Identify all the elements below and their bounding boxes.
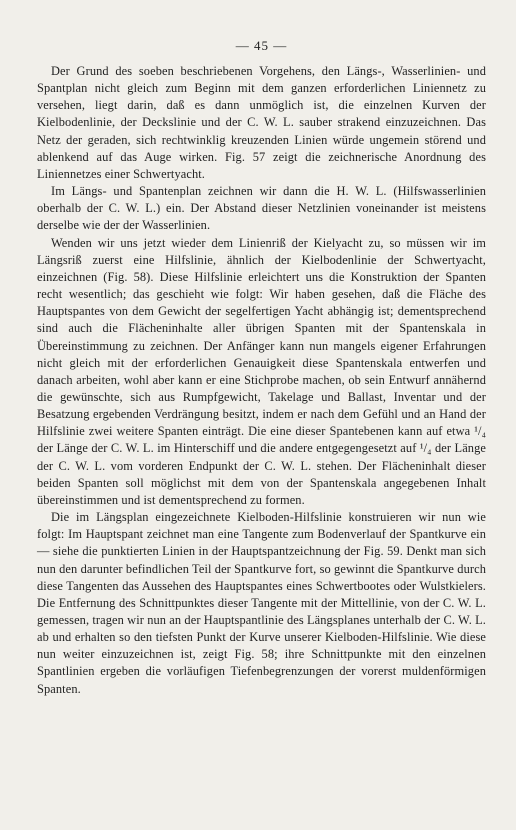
paragraph-2: Im Längs- und Spantenplan zeichnen wir dann die H. W. L. (Hilfswasserlinien oberhalb der C. W. L.) ein. Der Abstand dieser Netzlinien voneinander ist meistens derselbe wie der der Wasserlinien. — [37, 184, 486, 233]
paragraph-1: Der Grund des soeben beschriebenen Vorgehens, den Längs-, Wasserlinien- und Spantplan nicht gleich zum Beginn mit dem ganzen erforderlichen Liniennetz zu versehen, liegt darin, daß es dann unmöglich ist, die einzelnen Kurven der Kielbodenlinie, der Deckslinie und der C. W. L. sauber strakend einzuzeichnen. Das Netz der geraden, sich rechtwinklig kreuzenden Linien würde ungemein störend und ablenkend auf das Auge wirken. Fig. 57 zeigt die zeichnerische Anordnung des Liniennetzes einer Schwertyacht. — [37, 64, 486, 181]
paragraph-3: Wenden wir uns jetzt wieder dem Linienriß der Kielyacht zu, so müssen wir im Längsriß zuerst eine Hilfslinie, ähnlich der Kielbodenlinie der Schwertyacht, einzeichnen (Fig. 58). Diese Hilfslinie erleichtert uns die Konstruktion der Spanten recht wesentlich; das geschieht wie folgt: Wir haben gesehen, daß die Fläche des Hauptspantes von dem Gewicht der segelfertigen Yacht abhängig ist; dementsprechend sind auch die Flächeninhalte aller übrigen Spanten mit der Spantenskala in Übereinstimmung zu zeichnen. Der Anfänger kann nun mangels eigener Erfahrungen nicht gleich mit der erforderlichen Genauigkeit diese Spantenskala entwerfen und danach arbeiten, wohl aber kann er eine Stichprobe machen, ob sein Entwurf annähernd die gewünschte, sich aus Rumpfgewicht, Takelage und Ballast, Inventar und der Besatzung ergebenden Verdrängung besitzt, indem er nach dem Gefühl und an Hand der Hilfslinie zwei weitere Spanten einträgt. Die eine dieser Spantebenen kann auf etwa ¹/₄ der Länge der C. W. L. im Hinterschiff und die andere entgegengesetzt auf ¹/₄ der Länge der C. W. L. vom vorderen Endpunkt der C. W. L. stehen. Der Flächeninhalt dieser beiden Spanten soll möglichst mit dem von der Spantenskala angegebenen Inhalt übereinstimmen und ist dementsprechend zu formen. — [37, 235, 486, 507]
page-number: — 45 — — [235, 38, 288, 53]
paragraph-4: Die im Längsplan eingezeichnete Kielboden-Hilfslinie konstruieren wir nun wie folgt: Im Hauptspant zeichnet man eine Tangente zum Bodenverlauf der Spantkurve ein — siehe die punktierten Linien in der Hauptspantzeichnung der Fig. 59. Denkt man sich nun den darunter befindlichen Teil der Spantkurve fort, so gewinnt die Spantkurve durch diese Tangenten das Aussehen des Hauptspantes eines Schwertbootes oder Wulstkielers. Die Entfernung des Schnittpunktes dieser Tangente mit der Mittellinie, von der C. W. L. gemessen, tragen wir nun an der Hauptspantlinie des Längsplanes unterhalb der C. W. L. ab und erhalten so den tiefsten Punkt der Kurve unserer Kielboden-Hilfslinie. Wie diese nun weiter einzuzeichnen ist, zeigt Fig. 58; ihre Schnittpunkte mit den einzelnen Spantlinien ergeben die vorläufigen Tiefenbegrenzungen der vorerst muldenförmigen Spanten. — [37, 510, 486, 696]
